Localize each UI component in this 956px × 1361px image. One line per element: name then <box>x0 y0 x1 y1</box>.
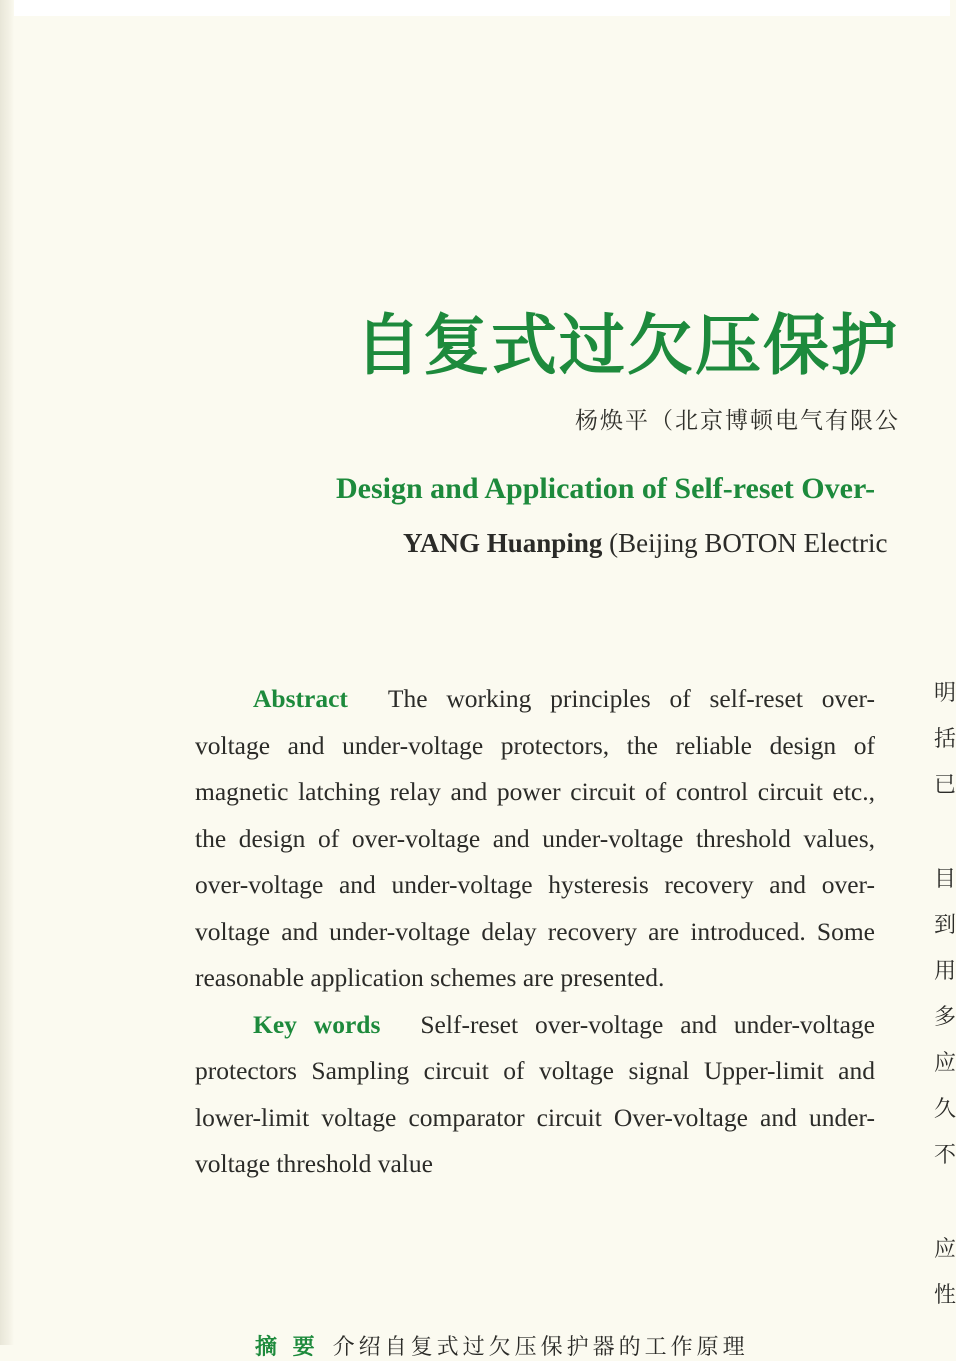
abstract-label: Abstract <box>253 684 348 713</box>
english-title: Design and Application of Self-reset Over- <box>336 472 876 505</box>
chinese-abstract-line <box>255 1330 749 1361</box>
keywords-text: Self-reset over-voltage and under-voltage protectors Sampling circuit of voltage signal Upper-limit and lower-limit voltage comparator circuit Over-voltage and under-voltage threshold value <box>195 1009 875 1178</box>
author-affiliation: (Beijing BOTON Electric <box>609 528 888 558</box>
keywords-label: Key words <box>253 1009 381 1039</box>
keywords-paragraph <box>195 1002 875 1188</box>
page-top-margin <box>0 0 950 16</box>
right-column-char: 性 <box>934 1283 956 1308</box>
right-column-char: 明 <box>934 681 956 706</box>
chinese-abstract-label: 摘 要 <box>255 1335 319 1360</box>
abstract-block <box>195 676 875 1188</box>
author-name: YANG Huanping <box>403 528 603 558</box>
abstract-paragraph <box>195 676 875 1002</box>
chinese-author-line: 杨焕平（北京博顿电气有限公 <box>575 408 900 434</box>
right-column-char: 应 <box>934 1237 956 1262</box>
right-column-char: 到 <box>934 913 956 938</box>
chinese-title: 自复式过欠压保护 <box>355 307 899 384</box>
english-author-line <box>403 528 888 559</box>
abstract-text: The working principles of self-reset over-voltage and under-voltage protectors, the reliable design of magnetic latching relay and power circuit of control circuit etc., the design of over-voltage and under-voltage threshold values, over-voltage and under-voltage hysteresis recovery and over-voltage and under-voltage delay recovery are introduced. Some reasonable application schemes are presented. <box>195 684 875 992</box>
right-column-char: 括 <box>934 727 956 752</box>
right-column-char: 多 <box>934 1005 956 1030</box>
right-column-char: 久 <box>934 1097 956 1122</box>
right-column-char: 用 <box>934 959 956 984</box>
right-column-char: 应 <box>934 1051 956 1076</box>
page-binding-edge <box>0 0 14 1345</box>
right-column-char: 目 <box>934 867 956 892</box>
right-column-char: 已 <box>934 773 956 798</box>
right-column-char: 不 <box>934 1143 956 1168</box>
chinese-abstract-text: 介绍自复式过欠压保护器的工作原理 <box>332 1335 749 1360</box>
